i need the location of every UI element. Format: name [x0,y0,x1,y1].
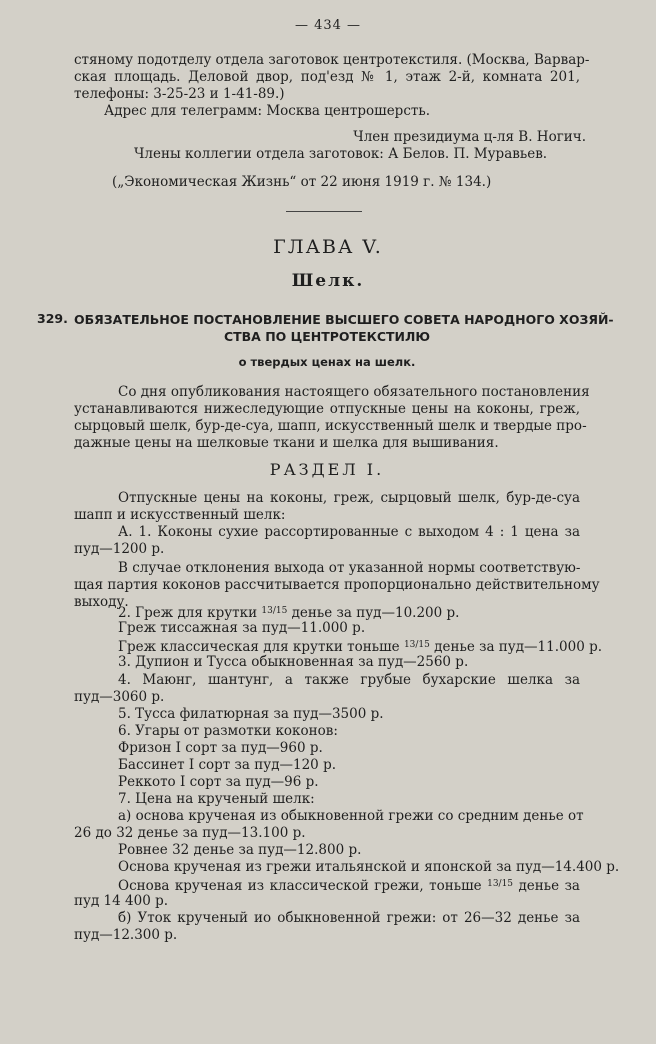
fraction: 13/15 [403,640,430,650]
text-line: 5. Тусса филатюрная за пуд—3500 р. [118,706,384,722]
line-part: денье за пуд—11.000 р. [434,639,603,655]
text-line: дажные цены на шелковые ткани и шелка для вышивания. [74,435,499,451]
text-line: Бассинет I сорт за пуд—120 р. [118,757,336,773]
text-line: Ровнее 32 денье за пуд—12.800 р. [118,842,362,858]
chapter-heading: ГЛАВА V. [273,236,383,258]
text-line: 7. Цена на крученый шелк: [118,791,315,807]
text-line: 6. Угары от размотки коконов: [118,723,338,739]
text-line: Фризон I сорт за пуд—960 р. [118,740,323,756]
text-line: Адрес для телеграмм: Москва центрошерсть. [104,103,430,119]
text-line: пуд—1200 р. [74,541,165,557]
article-number: 329. [37,311,68,326]
text-line: б) Уток крученый ио обыкновенной грежи: от 26—32 денье за [118,910,580,926]
chapter-title: Шелк. [291,271,365,291]
text-line: пуд 14 400 р. [74,893,169,909]
signature-line: Член президиума ц-ля В. Ногич. [353,129,586,145]
text-line: Основа крученая из грежи итальянской и японской за пуд—14.400 р. [118,859,620,875]
text-line: пуд—3060 р. [74,689,165,705]
text-line: телефоны: 3-25-23 и 1-41-89.) [74,86,285,102]
text-line: а) основа крученая из обыкновенной грежи со средним денье от [118,808,584,824]
text-line: А. 1. Коконы сухие рассортированные с выходом 4 : 1 цена за [118,524,580,540]
line-part: денье за [518,878,580,894]
text-line: ская площадь. Деловой двор, под'езд № 1, этаж 2-й, комната 201, [74,69,580,85]
article-title: ОБЯЗАТЕЛЬНОЕ ПОСТАНОВЛЕНИЕ ВЫСШЕГО СОВЕТА НАРОДНОГО ХОЗЯЙ- [74,312,614,327]
text-line: Греж тиссажная за пуд—11.000 р. [118,620,366,636]
text-line: В случае отклонения выхода от указанной нормы соответствую- [118,560,581,576]
source-citation: („Экономическая Жизнь“ от 22 июня 1919 г. № 134.) [112,174,492,190]
text-line: 4. Маюнг, шантунг, а также грубые бухарские шелка за [118,672,580,688]
line-part: Греж классическая для крутки тоньше [118,639,400,655]
text-line: Со дня опубликования настоящего обязательного постановления [118,384,590,400]
fraction: 13/15 [487,879,514,889]
fraction: 13/15 [261,606,288,616]
text-line: пуд—12.300 р. [74,927,178,943]
line-part: деньe за пуд—10.200 р. [291,605,460,621]
text-line: Отпускные цены на коконы, греж, сырцовый шелк, бур-де-суа [118,490,580,506]
divider [286,211,362,212]
text-line: стяному подотделу отдела заготовок центротекстиля. (Москва, Варвар- [74,52,590,68]
text-line: устанавливаются нижеследующие отпускные цены на коконы, греж, [74,401,580,417]
line-part: Основа крученая из классической грежи, тоньше [118,878,482,894]
text-line: Реккото I сорт за пуд—96 р. [118,774,319,790]
text-line: сырцовый шелк, бур-де-суа, шапп, искусственный шелк и твердые про- [74,418,587,434]
article-subtitle: о твердых ценах на шелк. [238,355,416,369]
text-line: 26 до 32 денье за пуд—13.100 р. [74,825,306,841]
text-line: щая партия коконов рассчитывается пропорционально действительному [74,577,600,593]
text-line: 3. Дупион и Тусса обыкновенная за пуд—2560 р. [118,654,469,670]
text-line: выходу. [74,594,129,610]
line-part: 2. Греж для крутки [118,605,258,621]
text-line: шапп и искусственный шелк: [74,507,286,523]
page-number: — 434 — [294,18,362,33]
signature-line: Члены коллегии отдела заготовок: А Белов. П. Муравьев. [134,146,548,162]
article-title-cont: СТВА ПО ЦЕНТРОТЕКСТИЛЮ [223,329,431,344]
section-heading: РАЗДЕЛ I. [269,460,385,479]
